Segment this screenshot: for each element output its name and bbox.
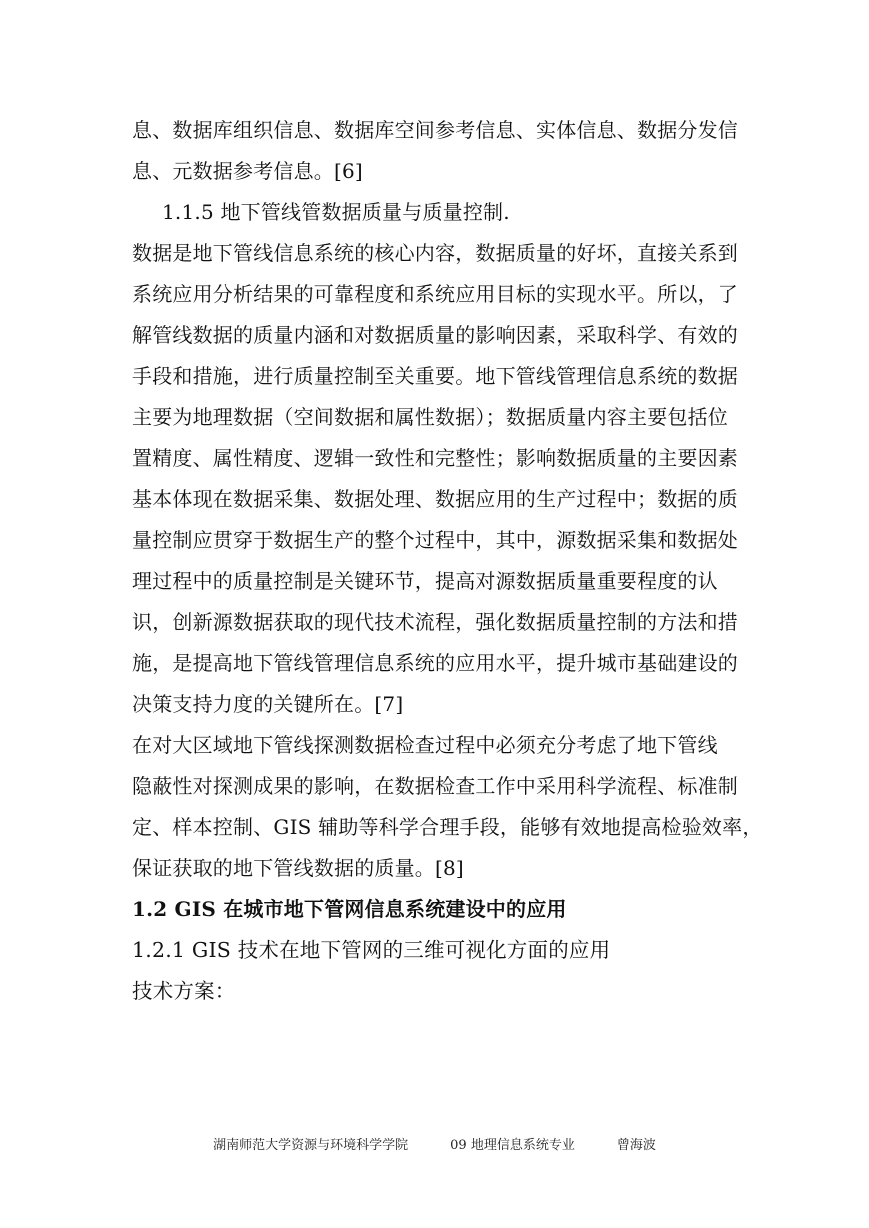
paragraph-line: 在对大区域地下管线探测数据检查过程中必须充分考虑了地下管线 — [132, 733, 718, 757]
footer-author: 曾海波 — [616, 1138, 656, 1153]
paragraph-line: 置精度、属性精度、逻辑一致性和完整性；影响数据质量的主要因素 — [132, 446, 738, 470]
paragraph-line: 保证获取的地下管线数据的质量。[8] — [132, 856, 464, 880]
paragraph-line: 基本体现在数据采集、数据处理、数据应用的生产过程中；数据的质 — [132, 487, 738, 511]
paragraph-line: 定、样本控制、GIS 辅助等科学合理手段，能够有效地提高检验效率， — [132, 815, 763, 839]
paragraph-line: 解管线数据的质量内涵和对数据质量的影响因素，采取科学、有效的 — [132, 323, 738, 347]
paragraph-line: 系统应用分析结果的可靠程度和系统应用目标的实现水平。所以，了 — [132, 282, 738, 306]
paragraph-line: 主要为地理数据（空间数据和属性数据）；数据质量内容主要包括位 — [132, 405, 728, 429]
subsection-heading-1-1-5: 1.1.5 地下管线管数据质量与质量控制. — [162, 200, 510, 224]
body-text — [132, 110, 763, 1012]
paragraph-line: 技术方案： — [132, 979, 236, 1003]
paragraph-line: 数据是地下管线信息系统的核心内容，数据质量的好坏，直接关系到 — [132, 241, 738, 265]
paragraph-line: 理过程中的质量控制是关键环节，提高对源数据质量重要程度的认 — [132, 569, 718, 593]
paragraph-line: 息、数据库组织信息、数据库空间参考信息、实体信息、数据分发信 — [132, 118, 738, 142]
footer-major: 09 地理信息系统专业 — [450, 1138, 575, 1153]
page-footer — [0, 1136, 869, 1156]
paragraph-line: 量控制应贯穿于数据生产的整个过程中，其中，源数据采集和数据处 — [132, 528, 738, 552]
subsection-heading-1-2-1: 1.2.1 GIS 技术在地下管网的三维可视化方面的应用 — [132, 938, 611, 962]
paragraph-line: 决策支持力度的关键所在。[7] — [132, 692, 404, 716]
paragraph-line: 手段和措施，进行质量控制至关重要。地下管线管理信息系统的数据 — [132, 364, 738, 388]
paragraph-line: 息、元数据参考信息。[6] — [132, 159, 363, 183]
footer-school: 湖南师范大学资源与环境科学学院 — [213, 1138, 409, 1153]
section-heading-1-2: 1.2 GIS 在城市地下管网信息系统建设中的应用 — [132, 897, 567, 921]
paragraph-line: 施，是提高地下管线管理信息系统的应用水平，提升城市基础建设的 — [132, 651, 738, 675]
paragraph-line: 隐蔽性对探测成果的影响，在数据检查工作中采用科学流程、标准制 — [132, 774, 738, 798]
paragraph-line: 识，创新源数据获取的现代技术流程，强化数据质量控制的方法和措 — [132, 610, 738, 634]
